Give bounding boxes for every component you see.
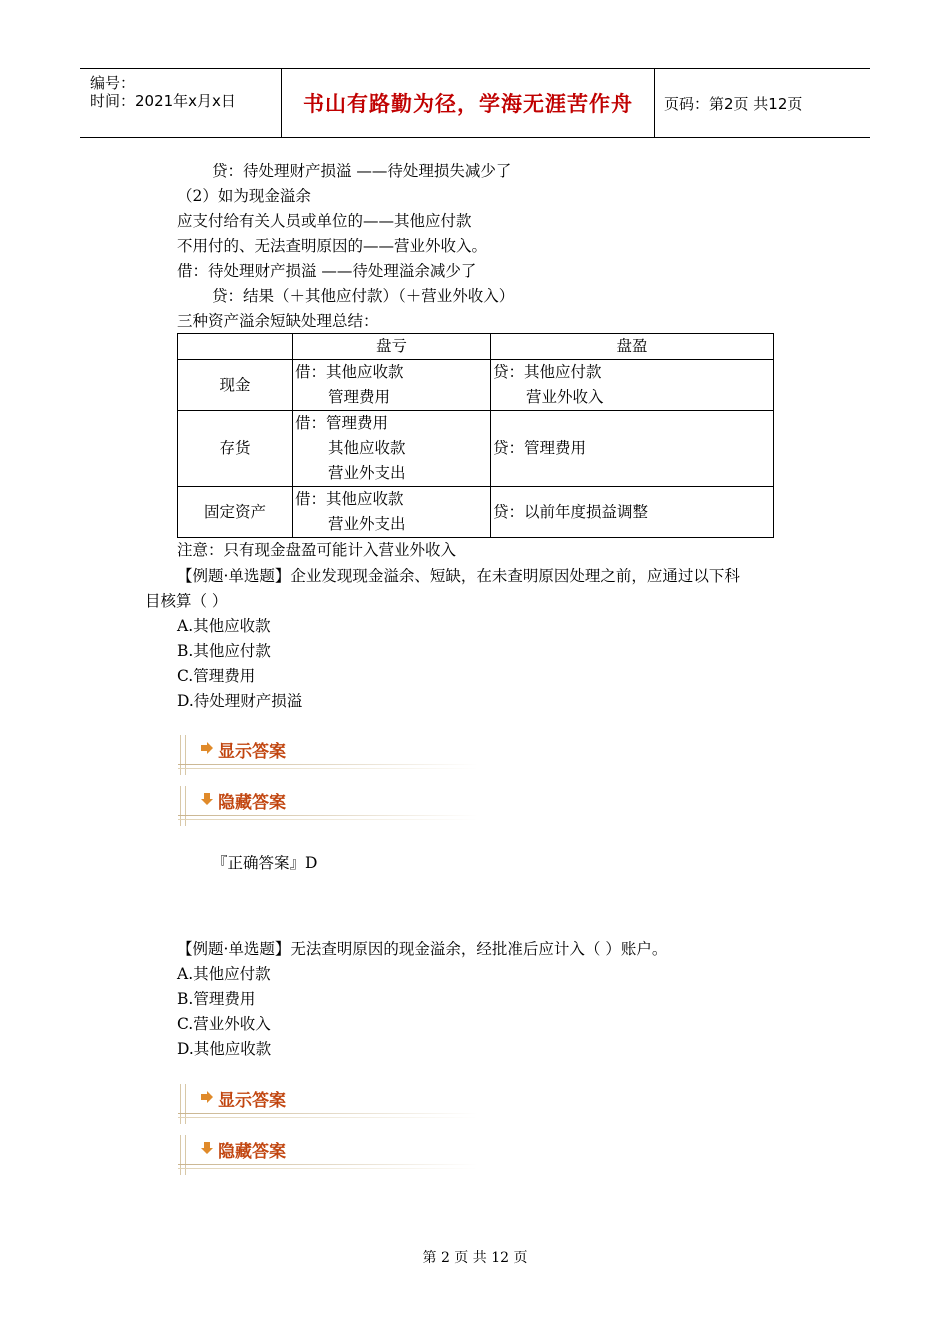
arrow-right-icon [200, 741, 214, 755]
entry-line: 贷：以前年度损益调整 [493, 502, 649, 521]
option-a: A.其他应付款 [177, 965, 271, 983]
header-meta [80, 69, 280, 137]
loss-cell [293, 487, 491, 538]
arrow-down-icon [200, 792, 214, 806]
table-header-cell: 盘亏 [293, 334, 491, 360]
question-stem: 【例题·单选题】企业发现现金溢余、短缺，在未查明原因处理之前，应通过以下科 [177, 567, 740, 585]
entry-line: 营业外收入 [526, 388, 604, 406]
text-line: 不用付的、无法查明原因的——营业外收入。 [177, 237, 488, 255]
gain-cell [491, 360, 774, 411]
question-stem: 目核算（ ） [145, 592, 228, 610]
arrow-down-icon [200, 1141, 214, 1155]
number-label: 编号： [90, 74, 136, 92]
table-header-cell: 盘盈 [491, 334, 774, 360]
gain-cell [491, 487, 774, 538]
arrow-right-icon [200, 1090, 214, 1104]
note-text: 注意：只有现金盘盈可能计入营业外收入 [177, 541, 457, 559]
header-page-info: 页码：第2页 共12页 [664, 94, 803, 113]
table-caption: 三种资产溢余短缺处理总结： [177, 312, 379, 330]
show-answer-button[interactable] [178, 735, 488, 775]
table-row [178, 411, 774, 487]
table-row [178, 487, 774, 538]
correct-answer: 『正确答案』D [212, 854, 318, 872]
entry-line: 管理费用 [328, 388, 391, 406]
table-header-cell [178, 334, 293, 360]
header-motto: 书山有路勤为径，学海无涯苦作舟 [281, 69, 655, 137]
hide-answer-label: 隐藏答案 [218, 1142, 286, 1162]
hide-answer-label: 隐藏答案 [218, 793, 286, 813]
entry-line: 借：其他应收款 [295, 490, 404, 508]
text-line: 贷：待处理财产损溢 ——待处理损失减少了 [212, 162, 512, 180]
gain-cell [491, 411, 774, 487]
option-a: A.其他应收款 [177, 617, 271, 635]
text-line: 应支付给有关人员或单位的——其他应付款 [177, 212, 472, 230]
entry-line: 借：管理费用 [295, 414, 389, 432]
show-answer-label: 显示答案 [218, 742, 286, 762]
option-d: D.其他应收款 [177, 1040, 272, 1058]
asset-cell: 现金 [178, 360, 293, 411]
page-header [80, 68, 870, 138]
entry-line: 其他应收款 [328, 439, 406, 457]
hide-answer-button[interactable] [178, 786, 488, 826]
show-answer-button[interactable] [178, 1084, 488, 1124]
table-header-row [178, 334, 774, 360]
show-answer-label: 显示答案 [218, 1091, 286, 1111]
asset-summary-table [177, 333, 774, 538]
loss-cell [293, 360, 491, 411]
entry-line: 营业外支出 [328, 464, 406, 482]
option-b: B.管理费用 [177, 990, 256, 1008]
asset-cell: 固定资产 [178, 487, 293, 538]
text-line: （2）如为现金溢余 [177, 187, 311, 205]
asset-cell: 存货 [178, 411, 293, 487]
entry-line: 营业外支出 [328, 515, 406, 533]
option-c: C.管理费用 [177, 667, 256, 685]
entry-line: 借：其他应收款 [295, 363, 404, 381]
option-c: C.营业外收入 [177, 1015, 271, 1033]
text-line: 贷：结果（＋其他应付款）（＋营业外收入） [212, 287, 515, 305]
text-line: 借：待处理财产损溢 ——待处理溢余减少了 [177, 262, 477, 280]
hide-answer-button[interactable] [178, 1135, 488, 1175]
option-b: B.其他应付款 [177, 642, 271, 660]
option-d: D.待处理财产损溢 [177, 692, 303, 710]
question-stem: 【例题·单选题】无法查明原因的现金溢余，经批准后应计入（ ）账户。 [177, 940, 668, 958]
loss-cell [293, 411, 491, 487]
table-row [178, 360, 774, 411]
entry-line: 贷：管理费用 [493, 439, 587, 457]
time-label: 时间：2021年x月x日 [90, 92, 236, 110]
page-footer: 第 2 页 共 12 页 [422, 1250, 528, 1266]
entry-line: 贷：其他应付款 [493, 363, 602, 381]
